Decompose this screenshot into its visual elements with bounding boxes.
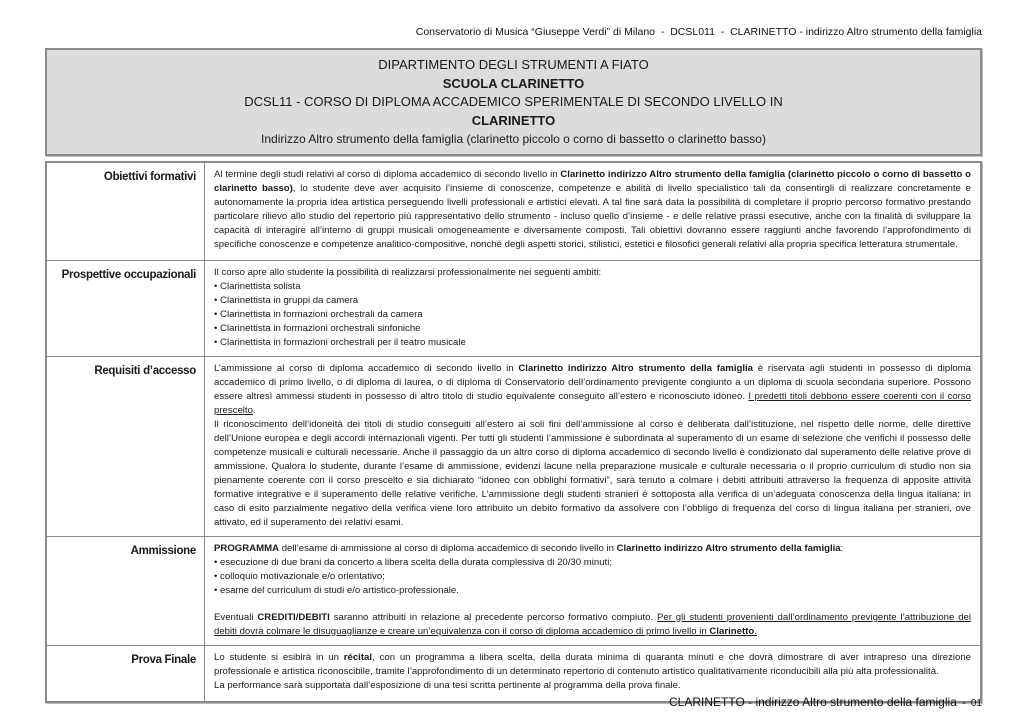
bullet-item: • colloquio motivazionale e/o orientativo;: [214, 570, 385, 582]
paragraph: La performance sarà supportata dall’esposizione di una tesi scritta pertinente al programma della prova finale.: [214, 679, 681, 691]
footer-text: CLARINETTO - indirizzo Altro strumento della famiglia: [668, 695, 957, 709]
footer-separator: -: [961, 695, 966, 709]
section-content-obiettivi: [205, 163, 980, 260]
paragraph: Il riconoscimento dell’idoneità dei titoli di studio conseguiti all’estero ai soli fini dell’ammissione al corso è deliberata dall’istituzione, nel rispetto delle norme, delle direttive dell’Unione europea e degli accordi internazionali vigenti. Per tutti gli studenti l’ammissione è subordinata al superamento di un esame di selezione che verifichi il possesso delle competenze musicali e culturali necessarie. Anche il passaggio da un altro corso di diploma accademico di secondo livello è condizionato dal superamento delle relative prove di ammissione. Qualora lo studente, durante l’esame di ammissione, evidenzi lacune nella preparazione musicale e culturale necessaria o il proprio curriculum di studio non sia pienamente coerente con il corso prescelto e sia dichiarato “idoneo con obblighi formativi”, sarà tenuto a colmare i debiti attribuiti attraverso la frequenza di apposite attività formative integrative e il superamento delle relative verifiche. L’ammissione degli studenti stranieri é sottoposta alla verifica di un’adeguata conoscenza della lingua italiana: in caso di esito parzialmente negativo della verifica viene loro attribuito un debito formativo da assolvere con l’obbligo di frequenza del corso di lingua italiana per stranieri, ove attivato, ed il superamento dei relativi esami.: [214, 418, 971, 528]
bullet-item: • Clarinettista in formazioni orchestrali sinfoniche: [214, 322, 421, 334]
paragraph: Eventuali CREDITI/DEBITI saranno attribuiti in relazione al precedente percorso formativo compiuto. Per gli studenti provenienti dall’ordinamento previgente l’attribuzione dei debiti dovrà colmare le disuguaglianze e creare un’equivalenza con il corso di diploma accademico di primo livello in Clarinetto.: [214, 611, 971, 637]
section-content-prospettive: [205, 261, 980, 356]
document-header-line: Conservatorio di Musica “Giuseppe Verdi” di Milano - DCSL011 - CLARINETTO - indirizzo Altro strumento della famiglia: [415, 26, 982, 38]
bullet-item: • Clarinettista in formazioni orchestrali da camera: [214, 308, 423, 320]
course-specialization: Indirizzo Altro strumento della famiglia (clarinetto piccolo o corno di bassetto o clarinetto basso): [261, 132, 766, 146]
paragraph: PROGRAMMA dell’esame di ammissione al corso di diploma accademico di secondo livello in Clarinetto indirizzo Altro strumento della famiglia:: [214, 542, 844, 554]
section-label-prova-finale: Prova Finale: [47, 646, 205, 701]
course-code-line: DCSL11 - CORSO DI DIPLOMA ACCADEMICO SPERIMENTALE DI SECONDO LIVELLO IN: [244, 94, 783, 109]
paragraph: Il corso apre allo studente la possibilità di realizzarsi professionalmente nei seguenti ambiti:: [214, 266, 602, 278]
section-content-requisiti: [205, 357, 980, 536]
section-prova-finale: [47, 645, 980, 701]
section-label-ammissione: Ammissione: [47, 537, 205, 645]
paragraph: Lo studente si esibirà in un récital, con un programma a libera scelta, della durata minima di quaranta minuti e che dovrà dimostrare di aver intrapreso una direzione professionale e artistica riconoscibile, tramite l’approfondimento di un determinato repertorio di contenuto artistico qualitativamente riconducibili alla più alta professionalità.: [214, 651, 971, 677]
bullet-item: • esame del curriculum di studi e/o artistico-professionale.: [214, 584, 459, 596]
course-info-table: [45, 161, 982, 703]
bullet-item: • Clarinettista in formazioni orchestrali per il teatro musicale: [214, 336, 466, 348]
section-obiettivi-formativi: [47, 163, 980, 260]
course-header-table: [45, 48, 982, 156]
paragraph: Al termine degli studi relativi al corso di diploma accademico di secondo livello in Clarinetto indirizzo Altro strumento della famiglia (clarinetto piccolo o corno di bassetto o clarinetto basso), lo studente deve aver acquisito l’insieme di conoscenze, competenze e abilità di livello specialistico tali da consentirgli di realizzare concretamente e autonomamente la propria idea artistica perseguendo livelli professionali e artistici elevati. A tal fine sarà data la possibilità di completare il proprio percorso formativo prestando particolare rilievo allo studio del repertorio più rappresentativo dello strumento - incluso quello d’insieme - e delle relative prassi esecutive, anche con la finalità di sviluppare la capacità di interagire all’interno di gruppi musicali omogeneamente e diversamente composti. Tali obiettivi dovranno essere raggiunti anche favorendo l’approfondimento di specifiche conoscenze e competenze analitico-compositive, nonché degli aspetti storici, stilistici, estetici e filosofici generali relativi alla propria specifica letteratura strumentale.: [214, 168, 971, 250]
bullet-item: • Clarinettista solista: [214, 280, 301, 292]
paragraph: L’ammissione al corso di diploma accademico di secondo livello in Clarinetto indirizzo Altro strumento della famiglia è riservata agli studenti in possesso di diploma accademico di primo livello, o di diploma di laurea, o di diploma di Conservatorio dell’ordinamento previgente congiunto a un diploma di scuola secondaria superiore. Possono essere altresì ammessi studenti in possesso di altro titolo di studio equivalente conseguito all’estero e riconosciuto idoneo. I predetti titoli debbono essere coerenti con il corso prescelto.: [214, 362, 972, 416]
department-title: DIPARTIMENTO DEGLI STRUMENTI A FIATO: [378, 57, 649, 72]
section-label-prospettive: Prospettive occupazionali: [47, 261, 205, 356]
bullet-item: • Clarinettista in gruppi da camera: [214, 294, 359, 306]
course-name: CLARINETTO: [471, 112, 556, 128]
page-footer: [669, 695, 982, 709]
section-prospettive-occupazionali: [47, 260, 980, 356]
section-content-ammissione: [205, 537, 980, 645]
section-ammissione: [47, 536, 980, 645]
footer-page-number: 01: [970, 698, 982, 709]
section-label-obiettivi: Obiettivi formativi: [47, 163, 205, 260]
section-requisiti-accesso: [47, 356, 980, 536]
bullet-item: • esecuzione di due brani da concerto a libera scelta della durata complessiva di 20/30 minuti;: [214, 556, 613, 568]
section-label-requisiti: Requisiti d’accesso: [47, 357, 205, 536]
section-content-prova-finale: [205, 646, 980, 701]
school-title: SCUOLA CLARINETTO: [442, 75, 585, 91]
